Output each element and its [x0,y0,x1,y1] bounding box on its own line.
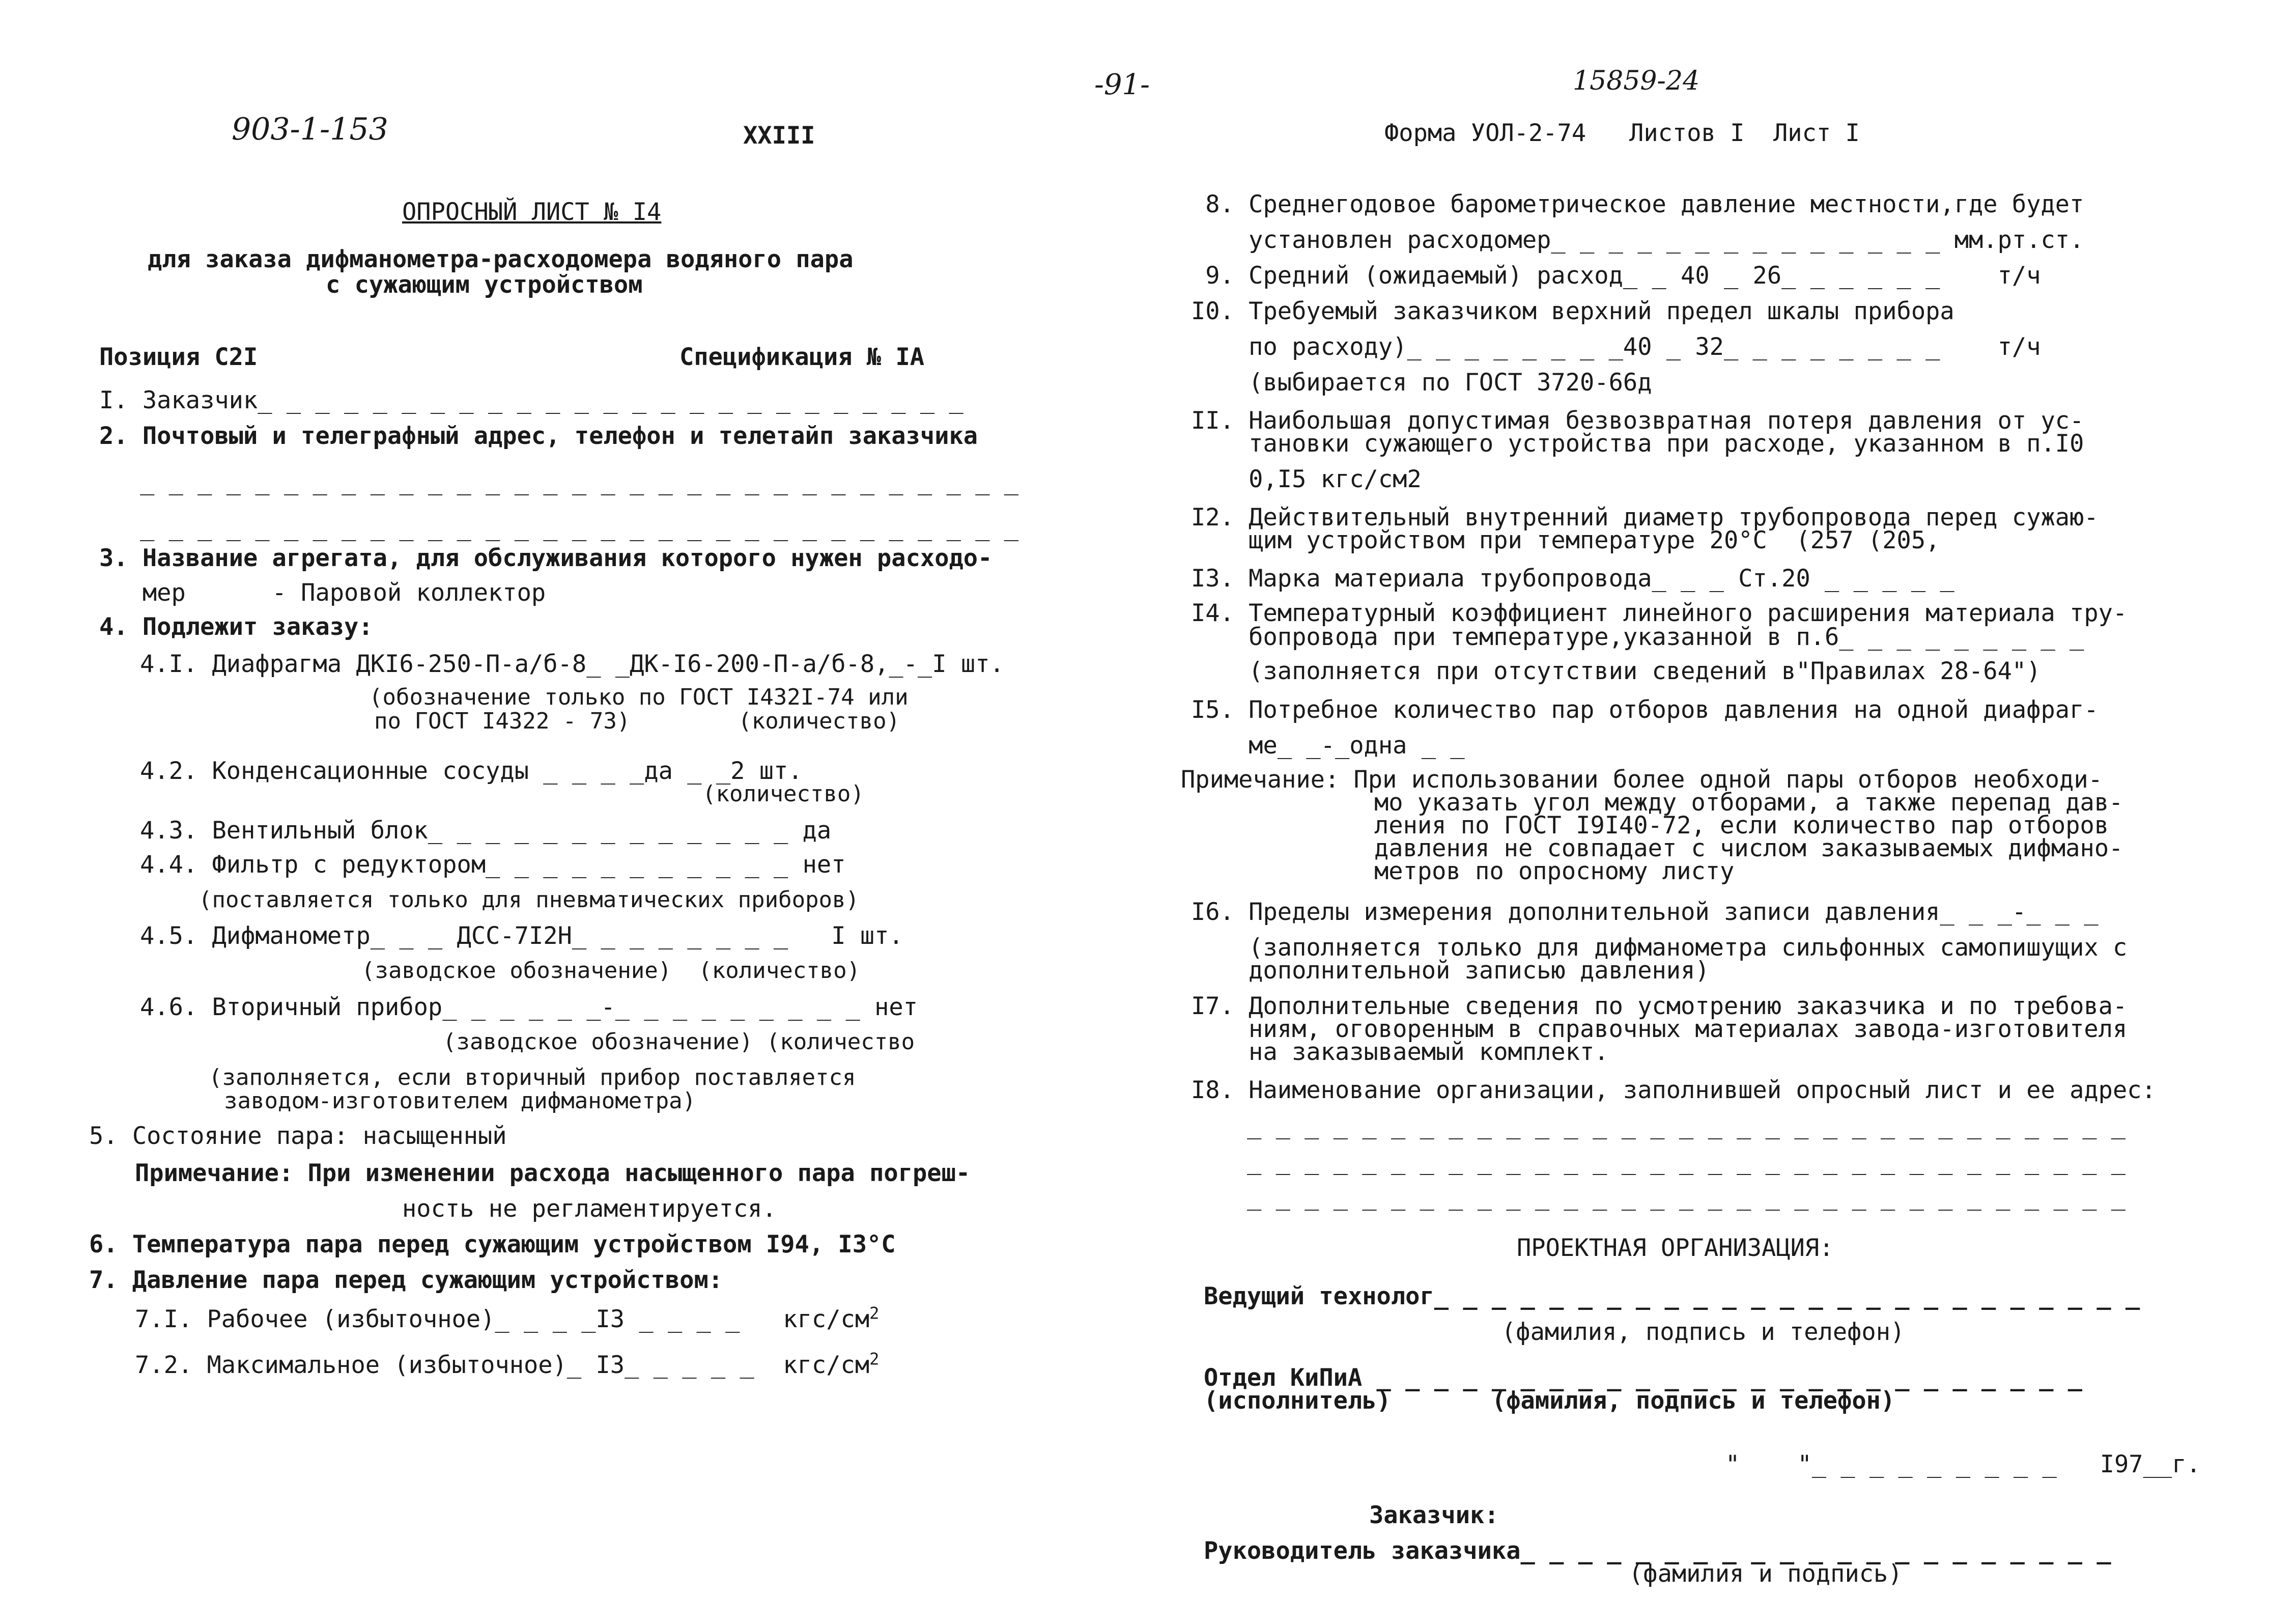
item-11-pressure-loss: II. Наибольшая допустимая безвозвратная потеря давления от ус- [1191,407,2084,435]
item-1-customer: I. Заказчик_ _ _ _ _ _ _ _ _ _ _ _ _ _ _ _ _ _ _ _ _ _ _ _ _ [99,386,963,414]
organization-blank-line: _ _ _ _ _ _ _ _ _ _ _ _ _ _ _ _ _ _ _ _ _ _ _ _ _ _ _ _ _ _ _ [1247,1112,2126,1140]
item-4-2-condensation-vessels: 4.2. Конденсационные сосуды _ _ _ _да _ _2 шт. [140,757,803,785]
item-17-line-2: ниям, оговоренным в справочных материалах завода-изготовителя [1191,1015,2128,1043]
item-8-value: установлен расходомер_ _ _ _ _ _ _ _ _ _ _ _ _ _ мм.рт.ст. [1191,226,2084,254]
date-field: " "_ _ _ _ _ _ _ _ _ I97__г. [1725,1450,2201,1478]
page-number-handwritten: -91- [1094,68,1150,101]
right-note-2: мо указать угол между отборами, а также перепад дав- [1374,789,2123,817]
right-note-3: ления по ГОСТ I9I40-72, если количество пар отборов [1374,811,2109,839]
specification-field: Спецификация № IА [679,343,925,371]
item-4-4-filter: 4.4. Фильтр с редуктором_ _ _ _ _ _ _ _ _ _ _ нет [140,851,846,879]
item-7-2-max-pressure [135,1349,880,1379]
item-4-5-difmanometer: 4.5. Дифманометр_ _ _ ДСС-7I2Н_ _ _ _ _ _ _ _ I шт. [140,922,903,950]
address-blank-line: _ _ _ _ _ _ _ _ _ _ _ _ _ _ _ _ _ _ _ _ _ _ _ _ _ _ _ _ _ _ _ [140,514,1019,542]
item-12-diameter: I2. Действительный внутренний диаметр трубопровода перед сужаю- [1191,503,2099,531]
item-13-material: I3. Марка материала трубопровода_ _ _ Ст.20 _ _ _ _ _ [1191,565,1954,593]
item-4-6-note-3: заводом-изготовителем дифманометра) [224,1088,696,1114]
item-5-note-2: ность не регламентируется. [402,1195,777,1223]
item-7-pressure: 7. Давление пара перед сужающим устройством: [89,1266,723,1294]
kipia-department-field: Отдел КиПиА _ _ _ _ _ _ _ _ _ _ _ _ _ _ _ _ _ _ _ _ _ _ _ _ _ [1204,1364,2083,1392]
right-note: Примечание: При использовании более одной пары отборов необходи- [1181,766,2103,794]
superscript: 2 [869,1349,880,1369]
item-7-1-text: 7.I. Рабочее (избыточное)_ _ _ _I3 _ _ _ _ кгс/см [135,1305,870,1333]
form-subtitle: для заказа дифманометра-расходомера водяного пара [148,245,854,273]
item-12-value: щим устройством при температуре 20°С (257 (205, [1191,526,1940,554]
item-4-1-note-2: по ГОСТ I4322 - 73) (количество) [374,708,900,734]
customer-heading: Заказчик: [1369,1501,1499,1529]
item-4-1-note: (обозначение только по ГОСТ I432I-74 или [369,684,909,710]
item-4-order: 4. Подлежит заказу: [99,613,373,641]
item-3-unit-value: мер - Паровой коллектор [99,579,546,607]
item-15-tap-pairs: I5. Потребное количество пар отборов давления на одной диафраг- [1191,696,2099,724]
item-4-3-valve-block: 4.3. Вентильный блок_ _ _ _ _ _ _ _ _ _ _ _ _ да [140,817,832,845]
customer-head-note: (фамилия и подпись) [1629,1560,1903,1588]
item-17-line-3: на заказываемый комплект. [1191,1038,1609,1066]
item-4-1-diaphragm: 4.I. Диафрагма ДКI6-250-П-а/б-8_ _ДК-I6-200-П-а/б-8,_-_I шт. [140,650,1004,678]
item-9-flow-rate: 9. Средний (ожидаемый) расход_ _ 40 _ 26_ _ _ _ _ _ т/ч [1191,262,2041,290]
item-4-5-note: (заводское обозначение) (количество) [361,958,861,984]
organization-blank-line: _ _ _ _ _ _ _ _ _ _ _ _ _ _ _ _ _ _ _ _ _ _ _ _ _ _ _ _ _ _ _ [1247,1183,2126,1211]
item-14-line-2: бопровода при температуре,указанной в п.6_ _ _ _ _ _ _ _ _ [1191,623,2084,651]
item-3-unit: 3. Название агрегата, для обслуживания которого нужен расходо- [99,544,993,572]
item-8-barometric-pressure: 8. Среднегодовое барометрическое давление местности,где будет [1191,190,2084,218]
doc-number-handwritten: 903-1-153 [232,111,388,147]
item-16-note-2: дополнительной записью давления) [1191,957,1710,985]
item-7-2-text: 7.2. Максимальное (избыточное)_ I3_ _ _ _ _ кгс/см [135,1351,870,1379]
position-field: Позиция С2I [99,343,258,371]
design-organization-heading: ПРОЕКТНАЯ ОРГАНИЗАЦИЯ: [1517,1234,1834,1262]
item-14-note: (заполняется при отсутствии сведений в"Правилах 28-64") [1191,657,2041,685]
item-15-value: ме_ _-_одна _ _ [1191,732,1465,760]
form-header: Форма УОЛ-2-74 Листов I Лист I [1384,119,1860,147]
item-4-4-note: (поставляется только для пневматических приборов) [199,887,860,913]
superscript: 2 [869,1303,880,1323]
form-subtitle-2: с сужающим устройством [326,271,643,299]
item-4-6-secondary-device: 4.6. Вторичный прибор_ _ _ _ _ _-_ _ _ _ _ _ _ _ _ нет [140,993,918,1021]
right-note-5: метров по опросному листу [1374,857,1735,885]
item-16-limits: I6. Пределы измерения дополнительной записи давления_ _ _-_ _ _ [1191,898,2099,926]
item-17-additional: I7. Дополнительные сведения по усмотрению заказчика и по требова- [1191,992,2128,1020]
lead-technologist-field: Ведущий технолог_ _ _ _ _ _ _ _ _ _ _ _ _ _ _ _ _ _ _ _ _ _ _ _ _ [1204,1282,2140,1310]
kipia-department-note: (исполнитель) (фамилия, подпись и телефон) [1204,1387,1895,1415]
item-10-note: (выбирается по ГОСТ 3720-66д [1191,369,1652,397]
section-number: XXIII [743,122,815,150]
sheet-code-handwritten: 15859-24 [1573,66,1700,96]
item-2-address: 2. Почтовый и телеграфный адрес, телефон и телетайп заказчика [99,422,978,450]
customer-head-field: Руководитель заказчика_ _ _ _ _ _ _ _ _ _ _ _ _ _ _ _ _ _ _ _ _ [1204,1537,2111,1565]
item-5-steam-state: 5. Состояние пара: насыщенный [89,1122,507,1150]
item-18-organization: I8. Наименование организации, заполнившей опросный лист и ее адрес: [1191,1076,2156,1104]
item-11-value: 0,I5 кгс/см2 [1191,465,1422,493]
item-16-note: (заполняется только для дифманометра сильфонных самопишущих с [1191,934,2128,962]
item-4-2-note: (количество) [702,781,864,807]
address-blank-line: _ _ _ _ _ _ _ _ _ _ _ _ _ _ _ _ _ _ _ _ _ _ _ _ _ _ _ _ _ _ _ [140,468,1019,496]
item-10-value: по расходу)_ _ _ _ _ _ _ _40 _ 32_ _ _ _ _ _ _ _ т/ч [1191,333,2041,361]
lead-technologist-note: (фамилия, подпись и телефон) [1501,1318,1905,1346]
item-4-6-note: (заводское обозначение) (количество [443,1029,915,1055]
item-7-1-working-pressure [135,1303,880,1333]
right-note-4: давления не совпадает с числом заказываемых дифмано- [1374,834,2123,862]
item-10-upper-limit: I0. Требуемый заказчиком верхний предел шкалы прибора [1191,297,1954,325]
item-4-6-note-2: (заполняется, если вторичный прибор поставляется [209,1065,856,1090]
item-6-temperature: 6. Температура пара перед сужающим устройством I94, I3°C [89,1230,896,1258]
item-11-line-2: тановки сужающего устройства при расходе, указанном в п.I0 [1191,430,2084,458]
form-title: ОПРОСНЫЙ ЛИСТ № I4 [402,198,662,226]
organization-blank-line: _ _ _ _ _ _ _ _ _ _ _ _ _ _ _ _ _ _ _ _ _ _ _ _ _ _ _ _ _ _ _ [1247,1147,2126,1175]
item-14-coefficient: I4. Температурный коэффициент линейного расширения материала тру- [1191,599,2128,627]
item-5-note: Примечание: При изменении расхода насыщенного пара погреш- [135,1159,971,1187]
